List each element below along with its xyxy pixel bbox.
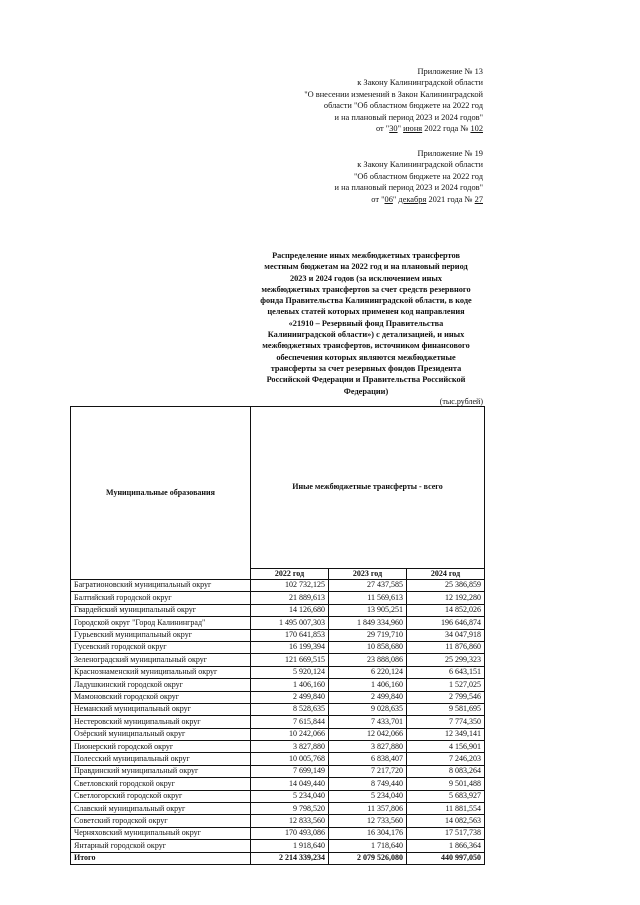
table-row — [71, 778, 485, 790]
amount-cell: 6 643,151 — [407, 666, 485, 678]
amount-cell: 102 732,125 — [251, 580, 329, 592]
table-row — [71, 666, 485, 678]
amount-cell: 29 719,710 — [329, 629, 407, 641]
amount-cell: 5 234,040 — [329, 790, 407, 802]
amount-cell: 14 126,680 — [251, 604, 329, 616]
amount-cell: 7 699,149 — [251, 765, 329, 777]
municipality-name: Неманский муниципальный округ — [71, 703, 251, 715]
amount-cell: 3 827,880 — [251, 741, 329, 753]
table-body — [71, 580, 485, 865]
amount-cell: 4 156,901 — [407, 741, 485, 753]
amount-cell: 8 749,440 — [329, 778, 407, 790]
amount-cell: 1 406,160 — [251, 679, 329, 691]
total-label: Итого — [71, 852, 251, 864]
municipality-name: Багратионовский муниципальный округ — [71, 580, 251, 592]
date-day: 06 — [384, 194, 393, 204]
appendix-13-line: "О внесении изменений в Закон Калининградской — [304, 89, 483, 99]
transfers-table — [70, 406, 485, 865]
amount-cell: 11 569,613 — [329, 592, 407, 604]
amount-cell: 16 199,394 — [251, 641, 329, 653]
table-row — [71, 592, 485, 604]
amount-cell: 2 499,840 — [329, 691, 407, 703]
title-line: межбюджетных трансфертов за счет средств резервного — [261, 284, 471, 294]
amount-cell: 9 501,488 — [407, 778, 485, 790]
date-sep: " — [397, 124, 404, 134]
table-row — [71, 654, 485, 666]
amount-cell: 5 920,124 — [251, 666, 329, 678]
amount-cell: 7 615,844 — [251, 716, 329, 728]
table-row — [71, 803, 485, 815]
table-row — [71, 691, 485, 703]
table-row — [71, 840, 485, 852]
table-row — [71, 641, 485, 653]
amount-cell: 196 646,874 — [407, 617, 485, 629]
title-line: Федерации) — [343, 386, 389, 396]
table-row — [71, 728, 485, 740]
appendix-13-line: и на плановый период 2023 и 2024 годов" — [334, 112, 483, 122]
appendix-13-line: области "Об областном бюджете на 2022 год — [323, 101, 483, 111]
amount-cell: 2 799,546 — [407, 691, 485, 703]
title-line: «21910 – Резервный фонд Правительства — [288, 318, 444, 328]
amount-cell: 7 217,720 — [329, 765, 407, 777]
municipality-name: Мамоновский городской округ — [71, 691, 251, 703]
municipality-name: Ладушкинский городской округ — [71, 679, 251, 691]
total-amount: 2 214 339,234 — [251, 852, 329, 864]
title-line: Распределение иных межбюджетных трансфертов — [272, 251, 460, 260]
date-year: 2021 года № — [426, 194, 475, 204]
municipality-name: Правдинский муниципальный округ — [71, 765, 251, 777]
amount-cell: 1 849 334,960 — [329, 617, 407, 629]
date-prefix: от " — [371, 194, 385, 204]
table-row — [71, 753, 485, 765]
title-line: местным бюджетам на 2022 год и на плановый период — [264, 262, 468, 272]
table-row — [71, 629, 485, 641]
amount-cell: 10 858,680 — [329, 641, 407, 653]
amount-cell: 9 581,695 — [407, 703, 485, 715]
table-row — [71, 580, 485, 592]
municipality-name: Балтийский городской округ — [71, 592, 251, 604]
header-year-2024: 2024 год — [407, 568, 485, 579]
amount-cell: 170 641,853 — [251, 629, 329, 641]
table-row — [71, 703, 485, 715]
municipality-name: Краснознаменский муниципальный округ — [71, 666, 251, 678]
header-total-transfers: Иные межбюджетные трансферты - всего — [251, 407, 485, 569]
law-number: 27 — [474, 194, 483, 204]
title-line: Российской Федерации и Правительства Российской — [266, 375, 466, 385]
amount-cell: 13 905,251 — [329, 604, 407, 616]
appendix-13-date — [304, 123, 483, 134]
appendix-19-line: и на плановый период 2023 и 2024 годов" — [334, 183, 483, 193]
amount-cell: 10 005,768 — [251, 753, 329, 765]
amount-cell: 12 349,141 — [407, 728, 485, 740]
municipality-name: Советский городской округ — [71, 815, 251, 827]
amount-cell: 21 889,613 — [251, 592, 329, 604]
amount-cell: 1 866,364 — [407, 840, 485, 852]
appendix-13-line: Приложение № 13 — [417, 67, 483, 76]
appendix-19-header — [335, 148, 484, 205]
amount-cell: 34 047,918 — [407, 629, 485, 641]
appendix-19-line: Приложение № 19 — [417, 149, 483, 158]
amount-cell: 25 386,859 — [407, 580, 485, 592]
municipality-name: Нестеровский муниципальный округ — [71, 716, 251, 728]
amount-cell: 7 774,350 — [407, 716, 485, 728]
amount-cell: 7 433,701 — [329, 716, 407, 728]
amount-cell: 1 495 007,303 — [251, 617, 329, 629]
municipality-name: Гурьевский муниципальный округ — [71, 629, 251, 641]
amount-cell: 3 827,880 — [329, 741, 407, 753]
appendix-13-header — [304, 66, 483, 134]
amount-cell: 12 192,280 — [407, 592, 485, 604]
municipality-name: Черняховский муниципальный округ — [71, 827, 251, 839]
municipality-name: Зеленоградский муниципальный округ — [71, 654, 251, 666]
municipality-name: Гвардейский муниципальный округ — [71, 604, 251, 616]
table-row — [71, 790, 485, 802]
total-amount: 2 079 526,080 — [329, 852, 407, 864]
amount-cell: 6 220,124 — [329, 666, 407, 678]
amount-cell: 27 437,585 — [329, 580, 407, 592]
amount-cell: 121 669,515 — [251, 654, 329, 666]
municipality-name: Пионерский городской округ — [71, 741, 251, 753]
date-day: 30 — [389, 124, 398, 134]
title-line: целевых статей которых применен код направления — [267, 307, 465, 317]
municipality-name: Светловский городской округ — [71, 778, 251, 790]
appendix-19-date — [335, 194, 484, 205]
amount-cell: 2 499,840 — [251, 691, 329, 703]
appendix-13-line: к Закону Калининградской области — [357, 78, 483, 88]
title-line: Калининградской области») с детализацией, и иных — [267, 330, 465, 340]
amount-cell: 8 083,264 — [407, 765, 485, 777]
law-number: 102 — [470, 124, 483, 134]
amount-cell: 12 733,560 — [329, 815, 407, 827]
amount-cell: 14 049,440 — [251, 778, 329, 790]
table-row — [71, 617, 485, 629]
total-amount: 440 997,050 — [407, 852, 485, 864]
municipality-name: Славский муниципальный округ — [71, 803, 251, 815]
amount-cell: 25 299,323 — [407, 654, 485, 666]
header-year-2023: 2023 год — [329, 568, 407, 579]
amount-cell: 17 517,738 — [407, 827, 485, 839]
title-line: обеспечения которых являются межбюджетные — [276, 352, 456, 362]
amount-cell: 12 833,560 — [251, 815, 329, 827]
date-prefix: от " — [375, 124, 390, 134]
amount-cell: 1 918,640 — [251, 840, 329, 852]
title-line: межбюджетных трансфертов, источником финансового — [262, 341, 470, 351]
amount-cell: 5 234,040 — [251, 790, 329, 802]
date-year: 2022 года № — [422, 124, 471, 134]
table-row — [71, 815, 485, 827]
amount-cell: 6 838,407 — [329, 753, 407, 765]
header-municipalities: Муниципальные образования — [71, 407, 251, 580]
total-row — [71, 852, 485, 864]
document-title — [250, 250, 482, 397]
date-month: июня — [403, 124, 423, 134]
municipality-name: Янтарный городской округ — [71, 840, 251, 852]
amount-cell: 1 718,640 — [329, 840, 407, 852]
header-year-2022: 2022 год — [251, 568, 329, 579]
table-row — [71, 741, 485, 753]
amount-cell: 11 881,554 — [407, 803, 485, 815]
table-row — [71, 827, 485, 839]
table-row — [71, 716, 485, 728]
municipality-name: Гусевский городской округ — [71, 641, 251, 653]
amount-cell: 170 493,086 — [251, 827, 329, 839]
amount-cell: 9 798,520 — [251, 803, 329, 815]
date-sep: " — [392, 194, 399, 204]
title-line: трансферты за счет резервных фондов Президента — [270, 363, 462, 373]
amount-cell: 14 082,563 — [407, 815, 485, 827]
amount-cell: 9 028,635 — [329, 703, 407, 715]
table-row — [71, 765, 485, 777]
municipality-name: Городской округ "Город Калининград" — [71, 617, 251, 629]
date-month: декабря — [398, 194, 427, 204]
amount-cell: 5 683,927 — [407, 790, 485, 802]
amount-cell: 11 357,806 — [329, 803, 407, 815]
municipality-name: Озёрский муниципальный округ — [71, 728, 251, 740]
amount-cell: 1 406,160 — [329, 679, 407, 691]
municipality-name: Светлогорский городской округ — [71, 790, 251, 802]
amount-cell: 1 527,025 — [407, 679, 485, 691]
amount-cell: 23 888,086 — [329, 654, 407, 666]
appendix-19-line: к Закону Калининградской области — [357, 160, 483, 170]
table-row — [71, 604, 485, 616]
appendix-19-line: "Об областном бюджете на 2022 год — [353, 171, 483, 181]
municipality-name: Полесский муниципальный округ — [71, 753, 251, 765]
units-label: (тыс.рублей) — [439, 397, 483, 406]
title-line: фонда Правительства Калининградской области, в коде — [260, 296, 472, 306]
amount-cell: 16 304,176 — [329, 827, 407, 839]
amount-cell: 7 246,203 — [407, 753, 485, 765]
amount-cell: 12 042,066 — [329, 728, 407, 740]
amount-cell: 14 852,026 — [407, 604, 485, 616]
amount-cell: 8 528,635 — [251, 703, 329, 715]
table-row — [71, 679, 485, 691]
amount-cell: 10 242,066 — [251, 728, 329, 740]
title-line: 2023 и 2024 годов (за исключением иных — [289, 273, 443, 283]
amount-cell: 11 876,860 — [407, 641, 485, 653]
